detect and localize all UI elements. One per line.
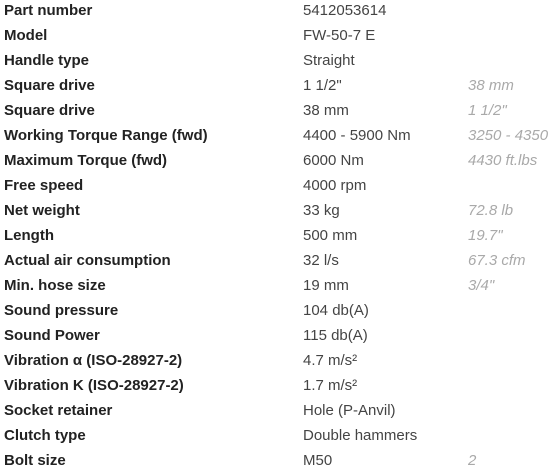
spec-value: 32 l/s bbox=[303, 252, 339, 269]
spec-row-sound-pressure bbox=[0, 298, 556, 323]
spec-row-square-drive bbox=[0, 73, 556, 98]
spec-value: FW-50-7 E bbox=[303, 27, 376, 44]
spec-value: 4400 - 5900 Nm bbox=[303, 127, 411, 144]
spec-label: Square drive bbox=[4, 77, 95, 94]
spec-value: Straight bbox=[303, 52, 355, 69]
spec-imperial-value: 72.8 lb bbox=[468, 202, 514, 219]
spec-imperial-value: 3250 - 4350 bbox=[468, 127, 549, 144]
spec-row-clutch-type bbox=[0, 423, 556, 448]
spec-imperial-value: 67.3 cfm bbox=[468, 252, 526, 269]
spec-label: Length bbox=[4, 227, 54, 244]
spec-row-bolt-size bbox=[0, 448, 556, 473]
spec-imperial-value: 1 1/2" bbox=[468, 102, 507, 119]
spec-label: Vibration K (ISO-28927-2) bbox=[4, 377, 184, 394]
spec-value: M50 bbox=[303, 452, 333, 469]
spec-label: Working Torque Range (fwd) bbox=[4, 127, 208, 144]
spec-row-handle-type bbox=[0, 48, 556, 73]
spec-label: Part number bbox=[4, 2, 93, 19]
spec-row-vibration-alpha bbox=[0, 348, 556, 373]
spec-row-maximum-torque bbox=[0, 148, 556, 173]
spec-row-part-number bbox=[0, 0, 556, 23]
spec-label: Maximum Torque (fwd) bbox=[4, 152, 168, 169]
spec-value: 19 mm bbox=[303, 277, 349, 294]
spec-label: Actual air consumption bbox=[4, 252, 171, 269]
spec-value: Hole (P-Anvil) bbox=[303, 402, 396, 419]
spec-value: 115 db(A) bbox=[303, 327, 368, 344]
spec-value: 4.7 m/s² bbox=[303, 352, 358, 369]
spec-value: 33 kg bbox=[303, 202, 340, 219]
spec-row-min-hose-size bbox=[0, 273, 556, 298]
spec-row-air-consumption bbox=[0, 248, 556, 273]
spec-label: Bolt size bbox=[4, 452, 66, 469]
spec-label: Clutch type bbox=[4, 427, 86, 444]
spec-label: Socket retainer bbox=[4, 402, 113, 419]
spec-label: Model bbox=[4, 27, 48, 44]
spec-row-sound-power bbox=[0, 323, 556, 348]
spec-value: 5412053614 bbox=[303, 2, 387, 19]
spec-value: 4000 rpm bbox=[303, 177, 367, 194]
spec-value: 104 db(A) bbox=[303, 302, 369, 319]
spec-label: Free speed bbox=[4, 177, 84, 194]
spec-row-net-weight bbox=[0, 198, 556, 223]
spec-imperial-value: 2 bbox=[468, 452, 477, 469]
spec-label: Sound Power bbox=[4, 327, 100, 344]
spec-row-length bbox=[0, 223, 556, 248]
spec-value: 1 1/2" bbox=[303, 77, 342, 94]
spec-label: Square drive bbox=[4, 102, 95, 119]
spec-value: 38 mm bbox=[303, 102, 349, 119]
spec-label: Vibration α (ISO-28927-2) bbox=[4, 352, 183, 369]
spec-row-working-torque-range bbox=[0, 123, 556, 148]
spec-value: Double hammers bbox=[303, 427, 418, 444]
spec-label: Handle type bbox=[4, 52, 90, 69]
spec-imperial-value: 3/4" bbox=[468, 277, 495, 294]
spec-imperial-value: 4430 ft.lbs bbox=[468, 152, 538, 169]
spec-imperial-value: 19.7" bbox=[468, 227, 503, 244]
spec-value: 6000 Nm bbox=[303, 152, 364, 169]
spec-label: Min. hose size bbox=[4, 277, 106, 294]
spec-value: 500 mm bbox=[303, 227, 358, 244]
spec-value: 1.7 m/s² bbox=[303, 377, 358, 394]
spec-row-square-drive-metric bbox=[0, 98, 556, 123]
spec-row-vibration-k bbox=[0, 373, 556, 398]
spec-label: Sound pressure bbox=[4, 302, 119, 319]
spec-imperial-value: 38 mm bbox=[468, 77, 514, 94]
spec-row-free-speed bbox=[0, 173, 556, 198]
spec-row-model bbox=[0, 23, 556, 48]
spec-label: Net weight bbox=[4, 202, 80, 219]
spec-row-socket-retainer bbox=[0, 398, 556, 423]
